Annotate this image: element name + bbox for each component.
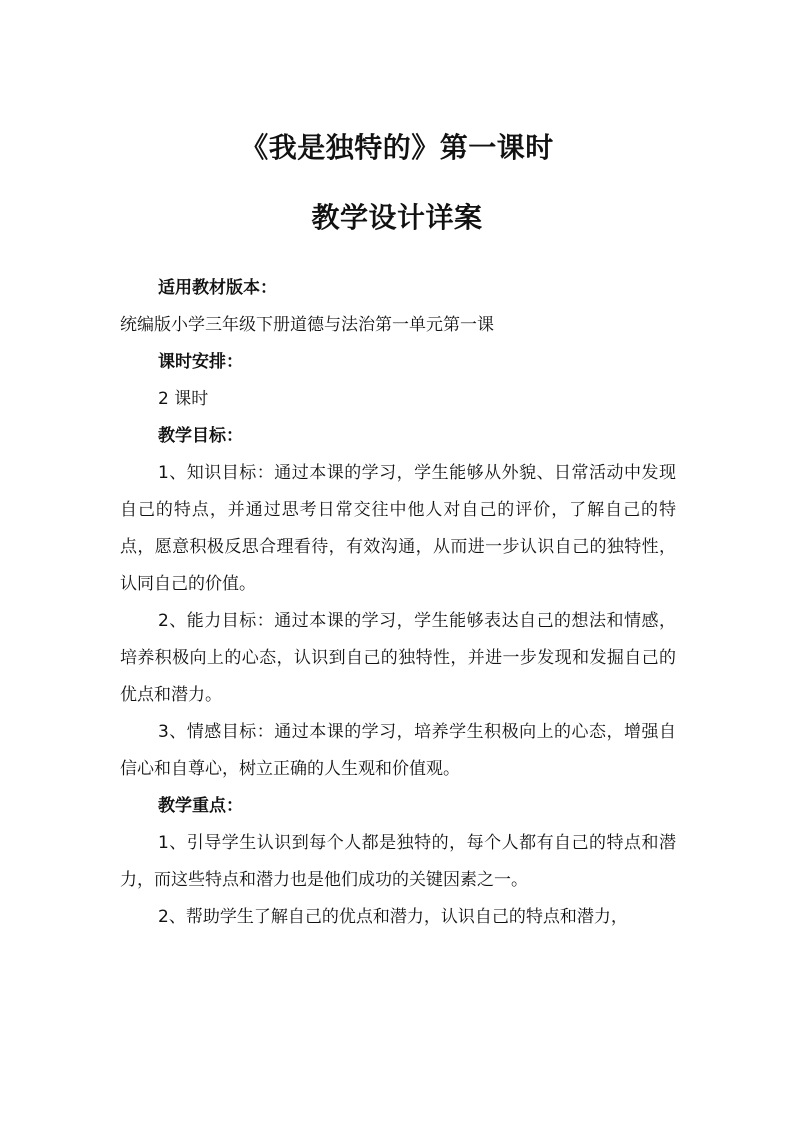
objectives-heading: 教学目标：	[158, 426, 243, 446]
key-points-heading: 教学重点：	[158, 796, 243, 816]
document-title: 《我是独特的》第一课时	[240, 131, 554, 164]
document-subtitle: 教学设计详案	[311, 201, 483, 234]
document-body	[120, 270, 676, 936]
objective-emotion: 3、情感目标：通过本课的学习，培养学生积极向上的心态，增强自信心和自尊心，树立正确的人生观和价值观。	[120, 722, 676, 779]
key-point-1: 1、引导学生认识到每个人都是独特的，每个人都有自己的特点和潜力，而这些特点和潜力也是他们成功的关键因素之一。	[120, 833, 676, 890]
key-point-2: 2、帮助学生了解自己的优点和潜力，认识自己的特点和潜力，	[158, 907, 628, 927]
objective-ability: 2、能力目标：通过本课的学习，学生能够表达自己的想法和情感，培养积极向上的心态，认识到自己的独特性，并进一步发现和发掘自己的优点和潜力。	[120, 611, 676, 705]
objective-knowledge: 1、知识目标：通过本课的学习，学生能够从外貌、日常活动中发现自己的特点，并通过思考日常交往中他人对自己的评价，了解自己的特点，愿意积极反思合理看待，有效沟通，从而进一步认识自己的独特性，认同自己的价值。	[120, 463, 676, 594]
textbook-value: 统编版小学三年级下册道德与法治第一单元第一课	[120, 315, 494, 335]
schedule-value: 2 课时	[158, 389, 209, 409]
textbook-heading: 适用教材版本：	[158, 278, 277, 298]
schedule-heading: 课时安排：	[158, 352, 243, 372]
